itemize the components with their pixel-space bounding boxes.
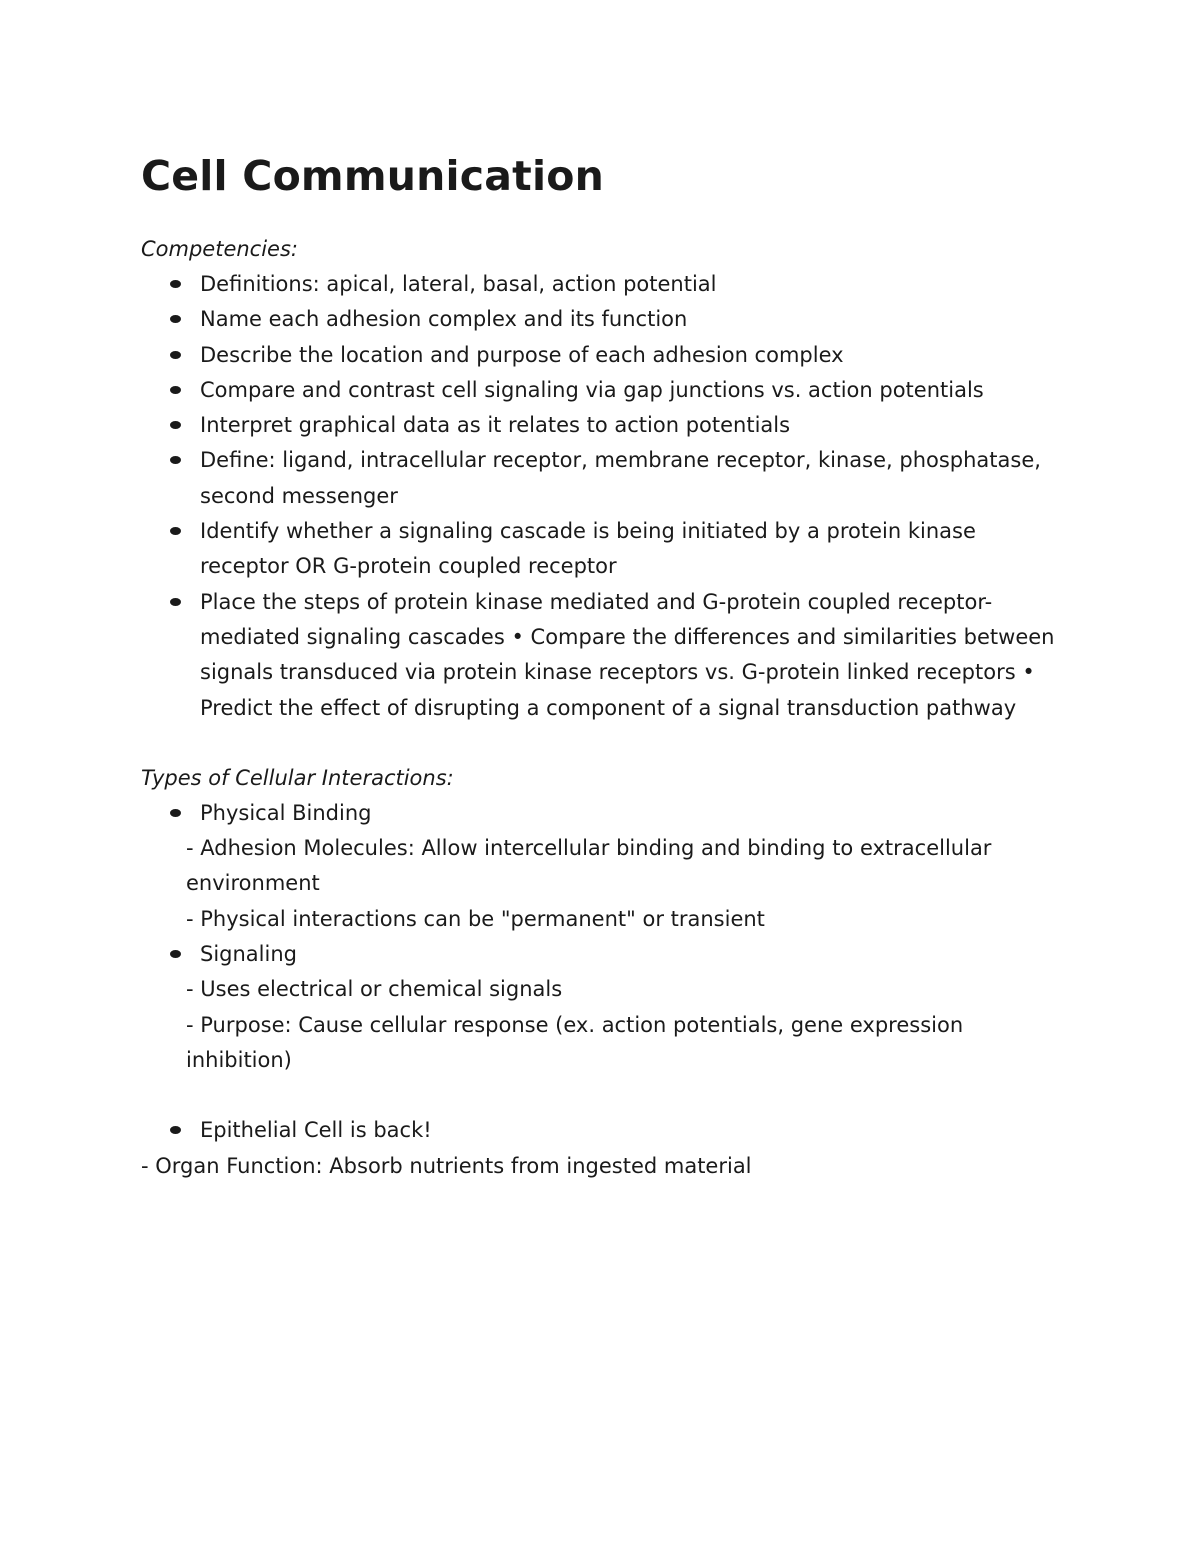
list-item-text: Signaling: [200, 942, 297, 967]
bullet-icon: [170, 527, 181, 535]
list-item: [200, 408, 1071, 443]
bullet-icon: [170, 280, 181, 288]
sub-note: - Uses electrical or chemical signals: [186, 977, 563, 1002]
interactions-list-epithelial: [141, 1113, 1071, 1148]
bullet-icon: [170, 386, 181, 394]
bullet-icon: [170, 809, 181, 817]
document-page: [141, 148, 1071, 1184]
list-item: [200, 937, 1071, 972]
bullet-icon: [170, 456, 181, 464]
bullet-icon: [170, 315, 181, 323]
list-item: [200, 796, 1071, 831]
interactions-heading: Types of Cellular Interactions:: [141, 765, 454, 790]
spacer: [141, 1078, 1071, 1113]
spacer: [141, 726, 1071, 761]
list-item-text: Physical Binding: [200, 800, 372, 825]
bullet-icon: [170, 351, 181, 359]
bullet-icon: [170, 421, 181, 429]
list-item-text: Epithelial Cell is back!: [200, 1118, 432, 1143]
list-item-text: Interpret graphical data as it relates to action potentials: [200, 413, 791, 438]
sub-note: - Purpose: Cause cellular response (ex. action potentials, gene expression inhibition): [186, 1012, 964, 1072]
list-item: [200, 514, 1071, 585]
list-item-text: Describe the location and purpose of each adhesion complex: [200, 342, 844, 367]
bullet-icon: [170, 598, 181, 606]
list-item: [200, 267, 1071, 302]
list-item-text: Compare and contrast cell signaling via gap junctions vs. action potentials: [200, 377, 984, 402]
competencies-list: [141, 267, 1071, 726]
list-item: [200, 338, 1071, 373]
list-item-text: Place the steps of protein kinase mediated and G-protein coupled receptor-mediated signaling cascades • Compare the differences and similarities between signals transduced via protein kinase receptors vs. G-protein linked receptors • Predict the effect of disrupting a component of a signal transduction pathway: [200, 589, 1055, 720]
list-item-text: Name each adhesion complex and its function: [200, 307, 688, 332]
interactions-list-signaling: [141, 937, 1071, 972]
sub-note: - Physical interactions can be "permanent" or transient: [186, 906, 765, 931]
interactions-list-physical: [141, 796, 1071, 831]
bullet-icon: [170, 1126, 181, 1134]
list-item: [200, 302, 1071, 337]
sub-note: - Adhesion Molecules: Allow intercellular binding and binding to extracellular environment: [186, 836, 992, 896]
list-item: [200, 585, 1071, 726]
list-item-text: Identify whether a signaling cascade is being initiated by a protein kinase receptor OR G-protein coupled receptor: [200, 519, 976, 579]
organ-function-note: - Organ Function: Absorb nutrients from ingested material: [141, 1153, 752, 1178]
list-item-text: Define: ligand, intracellular receptor, membrane receptor, kinase, phosphatase, second messenger: [200, 448, 1041, 508]
list-item: [200, 373, 1071, 408]
competencies-heading: Competencies:: [141, 237, 298, 261]
list-item: [200, 1113, 1071, 1148]
bullet-icon: [170, 950, 181, 958]
page-title: Cell Communication: [141, 152, 604, 200]
list-item: [200, 443, 1071, 514]
list-item-text: Definitions: apical, lateral, basal, action potential: [200, 272, 717, 296]
